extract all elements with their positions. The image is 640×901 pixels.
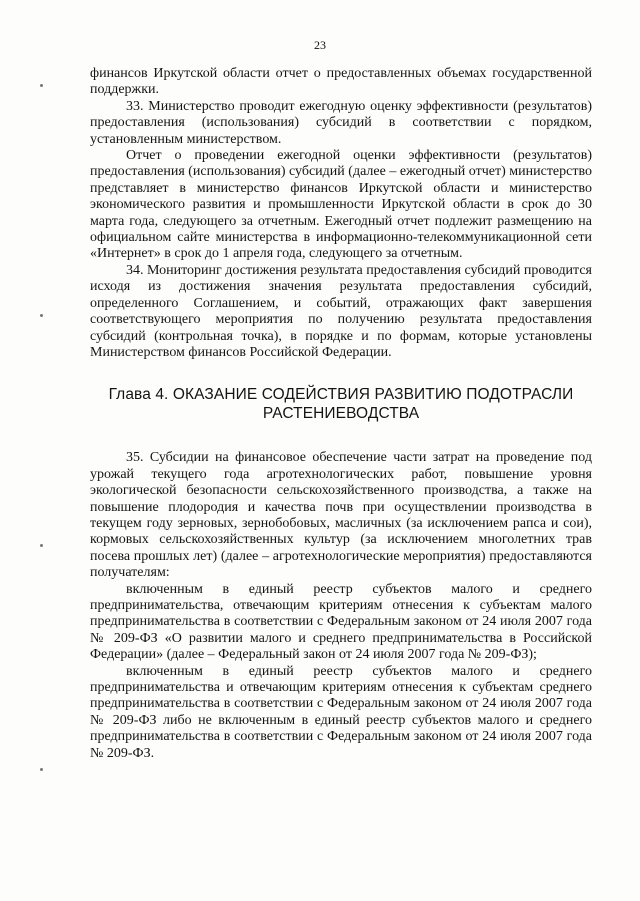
- chapter-title: [90, 385, 592, 423]
- scan-mark: [40, 84, 43, 87]
- paragraph-33: 33. Министерство проводит ежегодную оценку эффективности (результатов) предоставления (использования) субсидий в соответствии с порядком, установленным министерством.: [90, 98, 592, 147]
- chapter-title-line1: Глава 4. ОКАЗАНИЕ СОДЕЙСТВИЯ РАЗВИТИЮ ПОДОТРАСЛИ: [108, 386, 574, 404]
- document-body: [90, 66, 592, 762]
- chapter-title-line2: РАСТЕНИЕВОДСТВА: [262, 405, 420, 423]
- paragraph-35: 35. Субсидии на финансовое обеспечение части затрат на проведение под урожай текущего года агротехнологических работ, повышение уровня экологической безопасности сельскохозяйственного производства, а также на повышение плодородия и качества почв при осуществлении производства в текущем году зерновых, зернобобовых, масличных (за исключением рапса и сои), кормовых сельскохозяйственных культур (за исключением многолетних трав посева прошлых лет) (далее – агротехнологические мероприятия) предоставляются получателям:: [90, 450, 592, 581]
- scan-mark: [40, 768, 43, 771]
- page-number: 23: [314, 38, 326, 52]
- paragraph-continuation: финансов Иркутской области отчет о предоставленных объемах государственной поддержки.: [90, 66, 592, 98]
- paragraph-annual-report: Отчет о проведении ежегодной оценки эффективности (результатов) предоставления (использования) субсидий (далее – ежегодный отчет) министерство представляет в министерство финансов Иркутской области и министерство экономического развития и промышленности Иркутской области в срок до 30 марта года, следующего за отчетным. Ежегодный отчет подлежит размещению на официальном сайте министерства в информационно-телекоммуникационной сети «Интернет» в срок до 1 апреля года, следующего за отчетным.: [90, 148, 592, 262]
- paragraph-34: 34. Мониторинг достижения результата предоставления субсидий проводится исходя из достижения значения результата предоставления субсидий, определенного Соглашением, и событий, отражающих факт завершения соответствующего мероприятия по получению результата предоставления субсидий (контрольная точка), в порядке и по формам, которые установлены Министерством финансов Российской Федерации.: [90, 262, 592, 360]
- list-item-medium-business: включенным в единый реестр субъектов малого и среднего предпринимательства и отвечающим критериям отнесения к субъектам среднего предпринимательства в соответствии с Федеральным законом от 24 июля 2007 года № 209-ФЗ либо не включенным в единый реестр субъектов малого и среднего предпринимательства в соответствии с Федеральным законом от 24 июля 2007 года № 209-ФЗ.: [90, 663, 592, 761]
- list-item-small-business: включенным в единый реестр субъектов малого и среднего предпринимательства, отвечающим критериям отнесения к субъектам малого предпринимательства в соответствии с Федеральным законом от 24 июля 2007 года № 209-ФЗ «О развитии малого и среднего предпринимательства в Российской Федерации» (далее – Федеральный закон от 24 июля 2007 года № 209-ФЗ);: [90, 581, 592, 663]
- scan-mark: [40, 314, 43, 317]
- scan-mark: [40, 544, 43, 547]
